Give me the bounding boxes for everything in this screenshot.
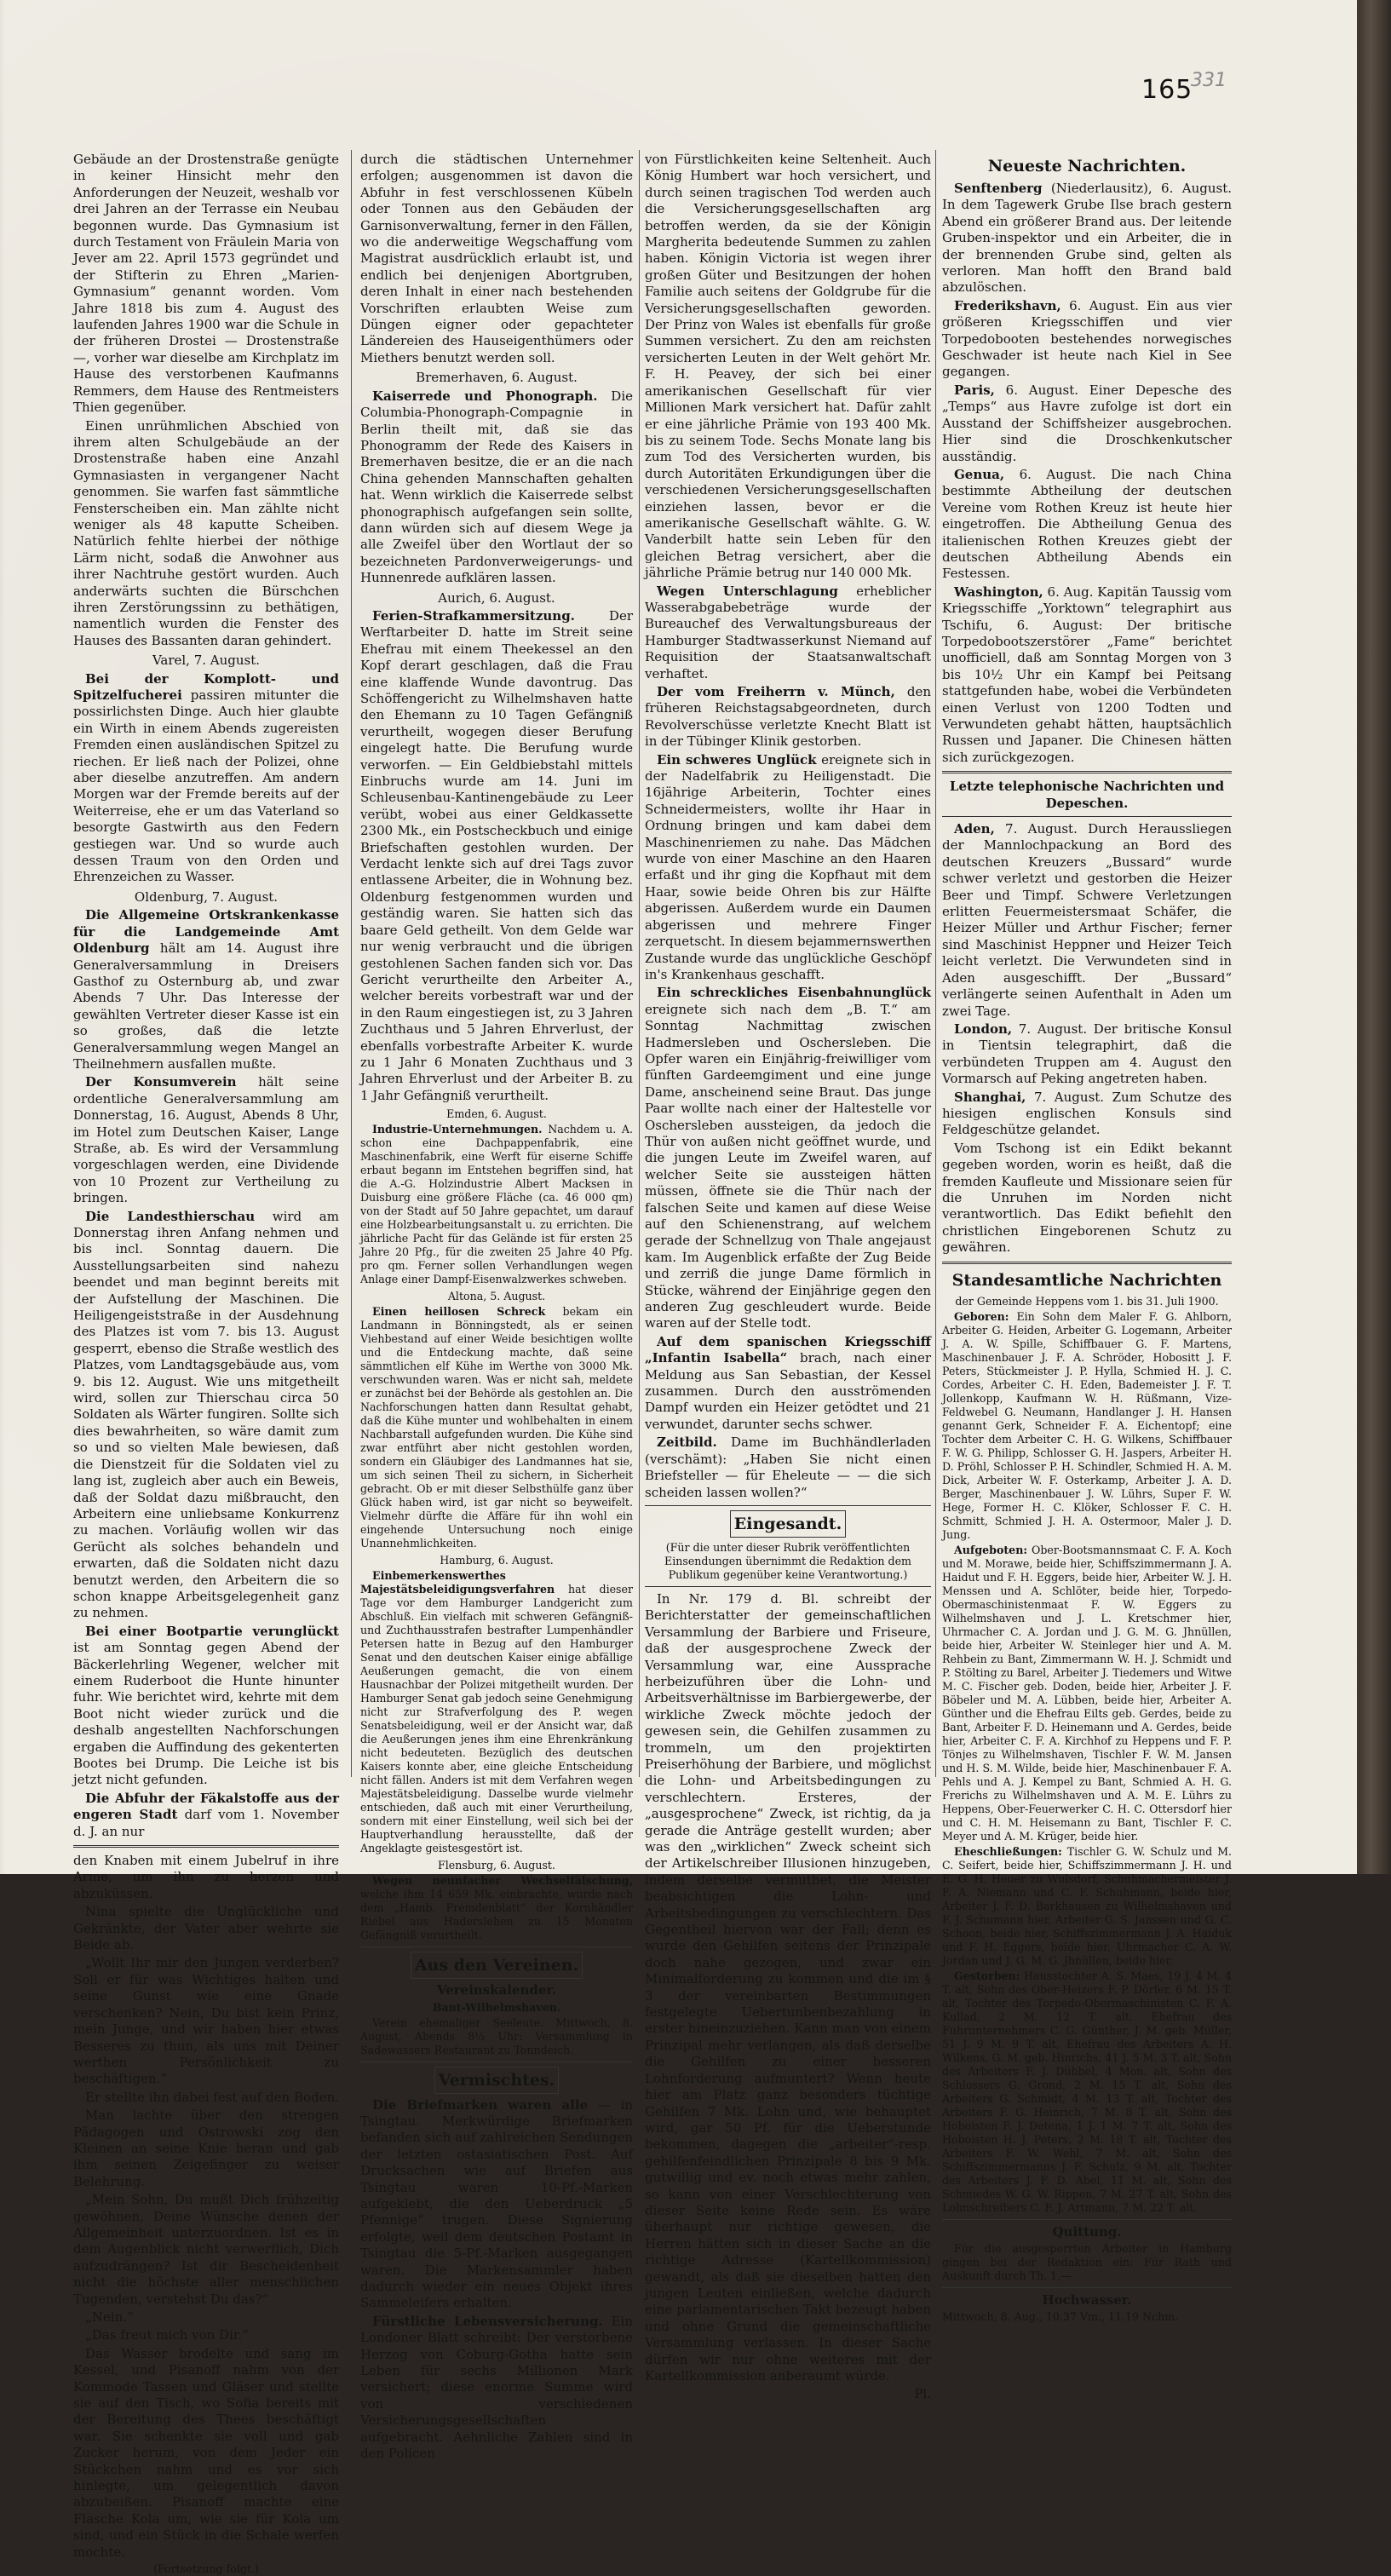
section-heading: Eingesandt. — [733, 1514, 842, 1533]
lead-text: Die Abfuhr der Fäkalstoffe aus der engeren Stadt — [73, 1790, 339, 1823]
section-heading: Vermischtes. — [438, 2070, 555, 2090]
lead-text: Die Allgemeine Ortskrankenkasse für die Landgemeinde Amt Oldenburg — [73, 907, 339, 957]
feuilleton-paragraph: „Mein Sohn, Du mußt Dich frühzeitig gewöhnen, Deine Wünsche denen der Allgemeinheit unterzuordnen. Ist es in dem Augenblick nicht verwerflich, Dich aufzudrängen? Ist dir Bescheidenheit nicht die höchste aller menschlichen Tugenden, verstehst Du das?“ — [73, 2192, 339, 2307]
paragraph — [942, 382, 1232, 465]
section-heading: Quittung. — [1052, 2223, 1122, 2240]
book-binding-edge — [1357, 0, 1391, 1874]
body-text: passiren mitunter die possirlichsten Dinge. Auch hier glaubte ein Wirth in einem Abends zugereisten Fremden einen ausländischen Spitzel zu riechen. Er ließ nach der Polizei, ohne aber dieselbe anzutreffen. Am andern Morgen war der Fremde bereits auf der Weiterreise, ehe er um das Vaterland so besorgte Gastwirth aus den Federn gestiegen war. Und so wurde auch dessen Traum von den Orden und Ehrenzeichen zu Wasser. — [73, 687, 339, 885]
place-heading: Bant-Wilhelmshaven. — [432, 2000, 561, 2014]
paragraph — [942, 584, 1232, 766]
paragraph: Für die ausgesperrten Arbeiter in Hamburg gingen bei der Redaktion ein: Für Rath und Auskunft durch Th. 1,— — [942, 2242, 1232, 2282]
dateline: Altona, 5. August. — [447, 1290, 546, 1303]
registry-label: Aufgeboten: — [954, 1543, 1028, 1556]
dateline: Aurich, 6. August. — [438, 589, 555, 606]
body-text: 6. August. Ein aus vier größeren Kriegsschiffen und vier Torpedobooten bestehendes norwegisches Geschwader ist heute nach Kiel in See gegangen. — [942, 297, 1232, 380]
paragraph: Vom Tschong ist ein Edikt bekannt gegeben worden, worin es heißt, daß die fremden Kaufleute und Missionare seien für die Unruhen im Norden nicht verantwortlich. Das Edikt befiehlt den christlichen Eingeborenen Schutz zu gewähren. — [942, 1140, 1232, 1256]
lead-text: Genua, — [954, 466, 1005, 482]
paragraph — [360, 388, 633, 587]
signature: Pl. — [914, 2386, 931, 2402]
paragraph — [73, 671, 339, 886]
lead-text: Bei der Komplott- und Spitzelfucherei — [73, 670, 339, 703]
lead-text: Einen heillosen Schreck — [372, 1305, 546, 1319]
body-text: darf vom 1. November d. J. an nur — [73, 1807, 340, 1839]
registry-label: Geboren: — [954, 1309, 1009, 1323]
column-1 — [73, 152, 340, 2576]
body-text: brach, nach einer Meldung aus San Sebastian, der Kessel zusammen. Durch den ausströmenden Dampf wurden ein Heizer getödtet und 21 verwundet, darunter sechs schwer. — [645, 1350, 931, 1432]
column-divider — [935, 150, 936, 1777]
editorial-disclaimer: (Für die unter dieser Rubrik veröffentlichten Einsendungen übernimmt die Redaktion dem Publikum gegenüber keine Verantwortung.) — [664, 1540, 911, 1581]
section-heading: Letzte telephonische Nachrichten und Depeschen. — [949, 779, 1225, 811]
body-text: 6. August. Einer Depesche des „Temps“ aus Havre zufolge ist dort ein Ausstand der Schiffsheizer ausgebrochen. Hier sind die Droschkenkutscher ausständig. — [942, 382, 1232, 464]
paragraph: durch die städtischen Unternehmer erfolgen; ausgenommen ist davon die Abfuhr in fest verschlossenen Kübeln oder Tonnen aus den Gebäuden der Garnisonverwaltung, ferner in den Fällen, wo die anderweitige Wegschaffung vom Magistrat ausdrücklich erlaubt ist, und endlich bei denjenigen Abortgruben, deren Inhalt in einer nach bestehenden Vorschriften erlaubten Weise zum Düngen eigner oder gepachteter Ländereien des Hauseigenthümers oder Miethers benutzt werden soll. — [360, 152, 633, 365]
paragraph: Einen unrühmlichen Abschied von ihrem alten Schulgebäude an der Drostenstraße haben eine Anzahl Gymnasiasten in vergangener Nacht genommen. Sie warfen fast sämmtliche Fensterscheiben ein. Man zählte nicht weniger als 48 kaputte Scheiben. Natürlich fehlte hierbei der nöthige Lärm nicht, sodaß die Anwohner aus ihrer Nachtruhe gestört wurden. Auch anderwärts suchten die Bürschchen ihren Zerstörungssinn zu bethätigen, namentlich wurden die Fenster des Hauses des Bassanten daran gehindert. — [73, 417, 339, 648]
lead-text: Der vom Freiherrn v. Münch, — [657, 684, 895, 699]
dateline: Emden, 6. August. — [446, 1107, 547, 1121]
feuilleton-paragraph: „Wollt Ihr mir den Jungen verderben? Soll er für was Wichtiges halten und seine Gunst wie eine Gnade verschenken? Nein, Du bist kein Prinz, mein Junge, und wir haben hier etwas Besseres zu thun, als uns mit Deiner werthen Persönlichkeit zu beschäftigen.“ — [73, 1955, 339, 2087]
lead-text: London, — [954, 1021, 1013, 1037]
paragraph — [942, 1021, 1232, 1088]
registry-paragraph — [942, 1544, 1232, 1843]
registry-text: Ober-Bootsmannsmaat C. F. A. Koch und M. Morawe, beide hier, Schiffszimmermann J. A. Haidut und F. H. Eggers, beide hier, Arbeiter W. J. H. Menssen und A. Schlöter, beide hier, Torpedo-Obermaschinistenmaat F. W. Eggers zu Wilhelmshaven und J. L. Kretschmer hier, Uhrmacher C. A. Jordan und J. G. M. G. Jhnüllen, beide hier, Arbeiter W. Steinleger hier und A. M. Rehbein zu Bant, Zimmermann W. H. J. Schmidt und P. Stölting zu Barel, Arbeiter J. Tiedemers und Witwe M. C. Fischer geb. Doden, beide hier, Arbeiter J. F. Böbeler und M. A. Lübben, beide hier, Arbeiter A. Günther und die Ehefrau Eilts geb. Gerdes, beide zu Bant, Arbeiter F. D. Heinemann und A. Gerdes, beide hier, Arbeiter C. F. A. Kirchhof zu Heppens und F. P. Tönjes zu Wilhelmshaven, Tischler F. W. M. Jansen und H. S. M. Wilde, beide hier, Maschinenbauer F. A. Pehls und A. J. Kempel zu Bant, Schmied A. H. G. Frerichs zu Wilhelmshaven und A. M. E. Lührs zu Heppens, Ober-Feuerwerker C. H. C. Ottersdorf hier und C. H. M. Heisemann zu Bant, Tischler F. C. Meyer und A. M. Krüger, beide hier. — [942, 1543, 1232, 1843]
lead-text: Ein schreckliches Eisenbahnunglück — [657, 985, 931, 1001]
section-divider — [645, 1505, 931, 1506]
page-number: 165 — [1141, 75, 1193, 105]
section-heading-box — [434, 2067, 560, 2094]
lead-text: Kaiserrede und Phonograph. — [372, 388, 598, 404]
tide-times: Mittwoch, 8. Aug., 10.37 Vm., 11.19 Nchm. — [942, 2310, 1179, 2324]
lead-text: Zeitbild. — [657, 1435, 717, 1451]
column-divider — [639, 150, 640, 1777]
sub-heading: Vereinskalender. — [436, 1982, 557, 1998]
pencil-page-number: 331 — [1191, 70, 1227, 91]
lead-text: Washington, — [954, 584, 1043, 600]
body-text: 7. August. Zum Schutze des hiesigen englischen Konsuls sind Feldgeschütze gelandet. — [942, 1089, 1232, 1138]
paragraph — [360, 1874, 633, 1942]
lead-text: Aden, — [954, 821, 995, 837]
paragraph — [360, 2314, 633, 2463]
body-text: bekam ein Landmann in Bönningstedt, als er seinen Viehbestand auf einer Weide besichtigen wollte und die Entdeckung machte, daß seine sämmtlichen elf Kühe im Werthe von 3000 Mk. verschwunden waren. Was er nicht sah, meldete er zunächst bei der Behörde als gestohlen an. Die Nachforschungen hatten dann Resultat gehabt, daß die Kühe munter und wohlbehalten in einem Nachbarstall aufgefunden wurden. Die Kühe sind zwar entführt aber nicht gestohlen worden, sondern ein Gläubiger des Landmannes hat sie, um sich seinen Theil zu sichern, in Sicherheit gebracht. Ob er mit dieser Selbsthülfe ganz über Glück haben wird, ist gar nicht so beyweifelt. Vielmehr dürfte die Affäre für ihn wohl ein eingehende Untersuchung noch einige Unannehmlichkeiten. — [360, 1305, 633, 1550]
feuilleton-paragraph: Das Wasser brodelte und sang im Kessel, und Pisanoff nahm von der Kommode Tassen und Gläser und stellte sie auf den Tisch, wo Sofia bereits mit der Bereitung des Thees beschäftigt war. Sie schenkte sie voll und gab Zucker herum, von dem Jeder ein Stückchen nahm und es vor sich hinlegte, um gelegentlich davon abzubeißen. Pisanoff machte eine Flasche Kola um, wie sie für Kola um sind, und ein Stück in die Schale werfen mochte. — [73, 2345, 339, 2560]
paragraph: In Nr. 179 d. Bl. schreibt der Berichterstatter der gemeinschaftlichen Versammlung der Barbiere und Friseure, daß der ausgesprochene Zweck der Versammlung war, eine Aussprache herbeizuführen über die Lohn- und Arbeitsverhältnisse im Barbiergewerbe, der wirkliche Zweck möchte jedoch der gewesen sein, die Gehilfen zusammen zu trommeln, um den projektirten Preiserhöhung der Barbiere, und möglichst die Lohn- und Arbeitsbedingungen zu verschlechtern. Ersteres, der „ausgesprochene“ Zweck, ist richtig, da ja gerade die Anträge gestellt wurden; aber was den „wirklichen“ Zweck scheint sich der Artikelschreiber Illusionen hinzugeben, indem derselbe vermuthet, die Meister beabsichtigen die Lohn- und Arbeitsbedingungen zu verschlechtern. Das Gegentheil hiervon war der Fall; denn es wurde den Gehilfen seitens der Prinzipale doch nahe gezogen, und zwar ein Minimalforderung zu kommen und die im § 3 der vereinbarten Bestimmungen festgelegte Uebertunbenbezahlung in erster hineinzuziehen. Kann man von einem Prinzipal mehr verlangen, als daß derselbe die Gehilfen zu einer besseren Lohnforderung aufmuntert? Wenn heute hier am Platz ganz besonders tüchtige Gehilfen 7 Mk. Lohn und, wie behauptet wird, gar 50 Pf. für die Ueberstunde bekommen, dagegen die „arbeiter“-resp. gehilfenfeindlichen Prinzipale 8 bis 9 Mk. gutwillig und ev. noch etwas mehr zahlen, so kann von einer Verschlechterung von dieser Seite keine Rede sein. Es wäre überhaupt nur richtige gewesen, die Herren hätten sich in dieser Sache an die richtige Adresse (Kartellkommission) gewandt, als daß sie dieselben hatten den jungen Leuten einließen, welche dadurch eine parlamentarischen Takt bezeugt haben und ohne Grund die gemeinschaftliche Versammlung verlassen. In dieser Sache dürfen wir nur ohne weiteres mit der Kartellkommission anberaumt würde. — [645, 1590, 931, 2383]
paragraph — [360, 2097, 633, 2312]
body-text: 6. Aug. Kapitän Taussig vom Kriegsschiffe „Yorktown“ telegraphirt aus Tschifu, 6. August: Der britische Torpedobootszerstörer „Fame“ berichtet unofficiell, daß am Sonntag Morgen von 3 bis 10½ Uhr ein Kampf bei Peitsang stattgefunden habe, wobei die Verbündeten einen Verlust von 1200 Todten und Verwundeten gehabt hätten, hauptsächlich Russen und Japaner. Die Chinesen hätten sich zurückgezogen. — [942, 584, 1232, 765]
sub-heading: der Gemeinde Heppens vom 1. bis 31. Juli 1900. — [955, 1294, 1219, 1308]
feuilleton-paragraph: „Das freut mich von Dir.“ — [85, 2327, 249, 2343]
registry-paragraph — [942, 1310, 1232, 1542]
section-divider — [942, 1262, 1232, 1264]
calendar-entry: Verein ehemaliger Seeleute. Mittwoch, 8. August, Abends 8½ Uhr: Versammlung in Sadewassers Restaurant zu Tonndeich. — [360, 2015, 633, 2056]
body-text: Nachdem u. A. schon eine Dachpappenfabrik, eine Maschinenfabrik, eine Werft für eiserne Schiffe erbaut begann im Entstehen begriffen sind, hat die A.-G. Holzindustrie Albert Macksen in Duisburg eine größere Fläche (ca. 46 000 qm) von der Stadt auf 50 Jahre gepachtet, um darauf eine Holzbearbeitungsanstalt u. zu errichten. Die jährliche Pacht für das Gelände ist für ersten 25 Jahre 20 Pfg., für die zweiten 25 Jahre 40 Pfg. pro qm. Ferner sollen Verhandlungen wegen Anlage einer Dampf-Eisenwalzwerkes schweben. — [360, 1123, 633, 1286]
body-text: den früheren Reichstagsabgeordneten, durch Revolverschüsse verletzte Knecht Blatt ist in der Tübinger Klinik gestorben. — [645, 684, 931, 750]
lead-text: Industrie-Unternehmungen. — [372, 1123, 543, 1136]
feuilleton-divider — [73, 1845, 339, 1848]
paragraph — [645, 985, 931, 1332]
body-text: erheblicher Wasserabgabebeträge wurde der Bureauchef des Verwaltungsbureaus der Hamburger Stadtwasserkunst Niemand auf Requisition der Staatsanwaltschaft verhaftet. — [645, 583, 931, 681]
feuilleton-paragraph: Er stellte ihn dabei fest auf den Boden. — [85, 2089, 339, 2105]
registry-paragraph — [942, 1969, 1232, 2215]
lead-text: Paris, — [954, 382, 995, 398]
feuilleton-paragraph: Man lachte über den strengen Pädagogen und Ostrowski zog den Kleinen an seine Knie heran und gab ihm seinen Zeigefinger zu weiser Belehrung. — [73, 2107, 339, 2189]
paragraph — [73, 1074, 339, 1206]
lead-text: Frederikshavn, — [954, 297, 1061, 313]
dateline: Hamburg, 6. August. — [440, 1554, 554, 1567]
lead-text: Fürstliche Lebensversicherung. — [372, 2313, 603, 2329]
registry-paragraph — [942, 1845, 1232, 1968]
paragraph — [360, 1305, 633, 1550]
section-heading-box — [411, 1952, 583, 1979]
section-heading-box — [730, 1510, 846, 1538]
lead-text: Shanghai, — [954, 1089, 1026, 1105]
feuilleton-paragraph: Nina spielte die Unglückliche und Gekränkte, der Vater aber wehrte sie Beide ab. — [73, 1904, 339, 1953]
lead-text: Die Landesthierschau — [85, 1208, 256, 1224]
lead-text: Einbemerkenswerthes Majestätsbeleidigungsverfahren — [360, 1569, 555, 1596]
paragraph — [73, 1791, 339, 1840]
lead-text: Bei einer Bootpartie verunglückt — [85, 1623, 339, 1639]
paragraph: von Fürstlichkeiten keine Seltenheit. Auch König Humbert war hoch versichert, und durch seinen tragischen Tod werden auch die Versicherungsgesellschaften arg betroffen werden, da sie der Königin Margherita bedeutende Summen zu zahlen haben. Königin Victoria ist wegen ihrer großen Güter und Besitzungen der hohen Familie auch seitens der Goldgrube für die Versicherungsgesellschaften geworden. Der Prinz von Wales ist ebenfalls für große Summen versichert. Zu den am reichsten versicherten Leuten in der Welt gehört Mr. F. H. Peavey, der sich bei einer amerikanischen Gesellschaft für vier Millionen Mark versichert hat. Dafür zahlt er eine jährliche Prämie von 193 400 Mk. bis zu seinem Tode. Sechs Monate lang bis zum Tod des Versicherten wurden, bis durch Autoritäten Erkundigungen über die verschiedenen Versicherungsgesellschaften einziehen lassen, bevor er die amerikanische Gesellschaft wählte. G. W. Vanderbilt hatte sein Leben für den gleichen Betrag versichert, aber die jährliche Prämie betrug nur 140 000 Mk. — [645, 152, 931, 581]
section-divider — [645, 1586, 931, 1587]
section-divider — [360, 1946, 633, 1947]
body-text: ist am Sonntag gegen Abend der Bäckerlehrling Wegener, welcher mit einem Ruderboot die Hunte hinunter fuhr. Wie berichtet wird, kehrte mit dem Boot nicht wieder zurück und die deshalb angestellten Nachforschungen ergaben die Auffindung des gekenterten Bootes bei Drump. Die Leiche ist bis jetzt nicht gefunden. — [73, 1640, 339, 1788]
dateline: Varel, 7. August. — [152, 653, 261, 669]
body-text: — in Tsingtau. Merkwürdige Briefmarken befanden sich auf zahlreichen Sendungen der letzten ostasiatischen Post. Auf Drucksachen wie auf Briefen aus Tsingtau waren 10-Pf.-Marken aufgeklebt, die den Ueberdruck „5 Pfennige“ trugen. Diese Signierung erfolgte, weil dem deutschen Postamt in Tsingtau die 5-Pf.-Marken ausgegangen waren. Die Markensammler haben dadurch wieder ein neues Objekt ihres Sammeleifers erhalten. — [360, 2096, 634, 2311]
lead-text: Wegen neunfacher Wechselfälschung, — [372, 1874, 633, 1888]
paragraph — [360, 608, 633, 1104]
paragraph — [942, 467, 1232, 583]
dateline: Flensburg, 6. August. — [438, 1859, 555, 1872]
section-heading: Hochwasser. — [1042, 2292, 1132, 2308]
registry-text: Tischler G. W. Schulz und M. C. Seifert, beide hier, Schiffszimmermann J. H. und E. G. H. Heuer zu Wulsdorf, Schuhmachermeister J. F. A. Niemann und C. F. Schuhmann, beide hier, Arbeiter J. F. D. Barkhausen zu Wilhelmshaven und F. J. Schumann hier, Arbeiter G. S. Janssen und G. C. Schoon, beide hier, Schiffszimmermann J. A. Haiduk und F. H. Eggers, beide hier, Uhrmacher C. A. W. Jordan und J. G. M. G. Jhnüllen, beide hier. — [942, 1844, 1232, 1967]
body-text: 7. August. Der britische Konsul in Tientsin telegraphirt, daß die verbündeten Truppen am 4. August den Vormarsch auf Peking angetreten haben. — [942, 1021, 1232, 1087]
section-divider — [360, 2061, 633, 2062]
body-text: hat dieser Tage vor dem Hamburger Landgericht zum Abschluß. Ein vielfach mit schweren Gefängniß- und Zuchthausstrafen bestrafter Lumpenhändler Petersen hatte in Bezug auf den Hamburger Senat und den deutschen Kaiser einige abfällige Aeußerungen gemacht, die von einem Hausnachbar der Polizei mitgetheilt wurden. Der Hamburger Senat gab jedoch seine Genehmigung nicht zur Strafverfolgung des P. wegen Senatsbeleidigung, weil er der Ansicht war, daß die Aeußerungen jenes ihm eine Ehrenkränkung nicht bedeuteten. Bezüglich des deutschen Kaisers konnte aber, eine gleiche Entscheidung nicht fällen. Anders ist mit dem Verfahren wegen Majestätsbeleidigung. Dasselbe wurde vielmehr entschieden, daß auch mit einer Verurtheilung, sondern mit einer Einstellung, weil sich bei der Hauptverhandlung herausstellte, daß der Angeklagte geistesgestört ist. — [360, 1583, 633, 1855]
continuation-note: (Fortsetzung folgt.) — [153, 2562, 259, 2576]
paragraph — [645, 684, 931, 750]
section-heading: Neueste Nachrichten. — [987, 157, 1187, 175]
registry-label: Gestorben: — [954, 1969, 1020, 1982]
body-text: 6. August. Die nach China bestimmte Abtheilung der deutschen Vereine vom Rothen Kreuz ist heute hier eingetroffen. Die Abtheilung Genua des italienischen Rothen Kreuzes giebt der deutschen Abtheilung Abends ein Festessen. — [942, 466, 1232, 582]
paragraph — [73, 907, 339, 1072]
body-text: Die Columbia-Phonograph-Compagnie in Berlin theilt mit, daß sie das Phonogramm der Rede des Kaisers in Bremerhaven besitze, die er an die nach China gehenden Mannschaften gehalten hat. Wenn wirklich die Kaiserrede selbst phonographisch aufgefangen sein sollte, dann würden sich auf diesem Wege ja alle Zweifel über den Wortlaut der so bezeichneten Pardonverweigerungs- und Hunnenrede aufklären lassen. — [360, 388, 633, 586]
section-divider — [942, 771, 1232, 773]
lead-text: Ein schweres Unglück — [657, 751, 817, 768]
paragraph — [360, 1569, 633, 1855]
paragraph — [942, 1090, 1232, 1139]
registry-text: Hausstochter A. S. Maes, 19 J. 4 M. 4 T. alt, Sohn des Ober-Heizers F. P. Dörfer, 6 M. 15 T. alt, Tochter des Torpedo-Obermaschinisten C. F. A. Kullad, 2 M. 12 T. alt, Ehefrau des Fuhrunternehmers C. G. Günther, J. M. geb. Müller, 51 J. 9 M. 9 T. alt, Ehefrau des Arbeiters A. H. Wilkens, G. M. geb. Hinrichs, 41 J. 5 M. 3 T. alt, Sohn des Arbeiters F. J. Dübbel, 4 Mon. alt, Sohn des Schlossers G. Grond, 2 M. 15 T. alt, Sohn des Arbeiters G. Schmidt, 4 M. 13 T. alt, Tochter des Arbeiters F. G. Heinrich, 7 M. 8 T. alt, Sohn des Hoboisten F. J. Detena, 1 J. 1 M. 7 T. alt, Sohn des Hoboisten H. J. Peters, 2 M. 18 T. alt, Tochter des Arbeiters F. W. Wehl, 7 M. alt, Sohn des Schiffszimmermanns J. F. Schulz, 9 M. alt, Tochter des Arbeiters J. F. D. Abel, 11 M. alt, Sohn des Schmiedes W. G. W. Rippen, 7 M. 27 T. alt, Sohn des Lohnschreibers C. F. J. Artmann, 7 M. 22 T. alt. — [942, 1969, 1232, 2214]
section-divider — [942, 2287, 1232, 2288]
body-text: (Niederlausitz), 6. August. In dem Tagewerk Grube Ilse brach gestern Abend ein größerer Brand aus. Der leitende Gruben-inspektor und ein Arbeiter, die in der brennenden Grube sind, gelten als verloren. Man hofft den Brand bald abzulöschen. — [942, 181, 1232, 296]
paragraph — [645, 1334, 931, 1433]
lead-text: Die Briefmarken waren alle — [372, 2096, 589, 2113]
body-text: ereignete sich in der Nadelfabrik zu Heiligenstadt. Die 16jährige Arbeiterin, Tochter eines Schneidermeisters, wollte ihr Haar in Ordnung bringen und kam dabei dem Maschinenriemen zu nahe. Das Mädchen wurde von einer Maschine an den Haaren erfaßt und ihr ging die Kopfhaut mit dem Haar, sowie beide Ohren bis zur Hälfte abgerissen. Außerdem wurde ein Daumen abgerissen und mehrere Finger zerquetscht. In diesem bejammernswerthen Zustande wurde das unglückliche Geschöpf in's Krankenhaus geschafft. — [645, 751, 931, 982]
paragraph — [645, 584, 931, 682]
paragraph — [645, 752, 931, 984]
registry-label: Eheschließungen: — [954, 1844, 1062, 1858]
body-text: hält am 14. August ihre Generalversammlung in Dreisers Gasthof zu Osternburg ab, und zwar Abends 7 Uhr. Das Interesse der gewählten Vertreter dieser Kasse ist ein so großes, daß die letzte Generalversammlung wegen Mangel an Theilnehmern ausfallen mußte. — [73, 940, 339, 1072]
paragraph — [360, 1123, 633, 1286]
body-text: Ein Londoner Blatt schreibt: Der verstorbene Herzog von Coburg-Gotha hatte sein Leben für sechs Millionen Mark versichert; diese enorme Summe wird von verschiedenen Versicherungsgesellschaften aufgebracht. Aehnliche Zahlen sind in den Policen — [360, 2313, 633, 2462]
section-divider — [942, 2219, 1232, 2220]
paragraph — [942, 181, 1232, 296]
paragraph — [942, 821, 1232, 1020]
body-text: welche ihm 14 659 Mk. einbrachte, wurde nach dem „Hamb. Fremdenblatt“ der Kornhändler Riebel aus Haderslehen zu 15 Monaten Gefängniß verurtheilt. — [360, 1888, 633, 1942]
body-text: Der Werftarbeiter D. hatte im Streit seine Ehefrau mit einem Theekessel an den Kopf derart geschlagen, daß die Frau eine klaffende Wunde davontrug. Das Schöffengericht zu Wilhelmshaven hatte den Ehemann zu 10 Tagen Gefängniß verurtheilt, wogegen dieser Berufung eingelegt hatte. Die Berufung wurde verworfen. — Ein Geldbiebstahl mittels Einbruchs wurde am 14. Juni im Schleusenbau-Kantinengebäude zu Leer verübt, wobei aus einer Geldkassette 2300 Mk., ein Postscheckbuch und einige Briefschaften gestohlen wurden. Der Verdacht lenkte sich auf drei Tags zuvor entlassene Arbeiter, die in Wohnung bez. Oldenburg festgenommen wurden und geständig waren. Sie hatten sich das baare Geld getheilt. Von dem Gelde war nur wenig verbraucht und die übrigen gestohlenen Sachen fanden sich vor. Das Gericht verurtheilte den Arbeiter A., welcher bereits vorbestraft war und der in den Raum eingestiegen ist, zu 3 Jahren Zuchthaus und 5 Jahren Ehrverlust, der ebenfalls vorbestrafte Arbeiter K. wurde zu 1 Jahr 6 Monaten Zuchthaus und 3 Jahren Ehrverlust und der Arbeiter B. zu 1 Jahr Gefängniß verurtheilt. — [360, 607, 633, 1103]
feuilleton-paragraph: „Nein.“ — [85, 2309, 134, 2325]
registry-text: Ein Sohn dem Maler F. G. Ahlborn, Arbeiter G. Heiden, Arbeiter G. Logemann, Arbeiter J. A. W. Spille, Schiffbauer G. F. Martens, Maschinenbauer J. F. A. Schröder, Hobositt J. F. Peters, Stückmeister J. P. Hylla, Schmied H. J. C. Cordes, Arbeiter C. H. Eden, Bademeister J. F. T. Jollenkopp, Kaufmann W. H. Rüßmann, Vize-Feldwebel G. Neumann, Handlanger J. H. Hansen genannt Gerk, Schneider F. A. Eichentopf; eine Tochter dem Arbeiter C. H. G. Wilkens, Schiffbauer F. W. G. Philipp, Schlosser G. H. Jaspers, Arbeiter H. D. Pröhl, Schlosser P. H. Schindler, Schmied H. A. M. Dick, Arbeiter W. F. Osterkamp, Arbeiter J. A. D. Berger, Maschinenbauer J. W. Lührs, Super F. W. Hege, Former H. C. Klöker, Schlosser F. C. H. Schmitt, Schmied J. H. A. Ostermoor, Maler J. D. Jung. — [942, 1309, 1232, 1541]
paragraph: Gebäude an der Drostenstraße genügte in keiner Hinsicht mehr den Anforderungen der Neuzeit, weshalb vor drei Jahren an der Terrasse ein Neubau begonnen wurde. Das Gymnasium ist durch Testament von Fräulein Maria von Jever am 22. April 1573 gegründet und der Stifterin zu Ehren „Marien-Gymnasium“ genannt worden. Vom Jahre 1818 bis zum 4. August des laufenden Jahres 1900 war die Schule in der früheren Drostei — Drostenstraße —, vorher war dieselbe am Kirchplatz im Hause des verstorbenen Kaufmanns Remmers, dem Hause des Rentmeisters Thien gegenüber. — [73, 152, 339, 416]
lead-text: Wegen Unterschlagung — [657, 583, 838, 599]
paragraph — [942, 298, 1232, 381]
dateline: Oldenburg, 7. August. — [134, 888, 279, 905]
body-text: 7. August. Durch Heraussliegen der Mannlochpackung an Bord des deutschen Kreuzers „Bussard“ wurde schwer verletzt und gestorben die Heizer Beer und Timpf. Schwere Verletzungen erlitten Feuermeistersmaat Schäfer, die Heizer Müller und Arthur Fischer; ferner sind Maschinist Heppner und Heizer Teich leicht verletzt. Die Verwundeten sind in Aden ausgeschifft. Der „Bussard“ verlängerte seinen Aufenthalt in Aden um zwei Tage. — [942, 821, 1232, 1019]
column-2 — [360, 152, 634, 2462]
lead-text: Der Konsumverein — [85, 1074, 237, 1090]
column-divider — [351, 150, 352, 1777]
body-text: hält seine ordentliche Generalversammlung am Donnerstag, 16. August, Abends 8 Uhr, im Hotel zum Deutschen Kaiser, Lange Straße, ab. Es wird der Versammlung vorgeschlagen werden, eine Dividende von 10 Prozent zur Vertheilung zu bringen. — [73, 1074, 339, 1206]
paragraph — [73, 1209, 339, 1622]
body-text: wird am Donnerstag ihren Anfang nehmen und bis incl. Sonntag dauern. Die Ausstellungsarbeiten sind nahezu beendet und man beginnt bereits mit der Aufstellung der Maschinen. Die Heiligengeiststraße in der Ausdehnung des Platzes ist vom 7. bis 13. August gesperrt, ebenso die Straße westlich des Platzes, vom Landtagsgebäude aus, vom 9. bis 12. August. Wie uns mitgetheilt wird, sollen zur Thierschau circa 50 Soldaten als Wärter fungiren. Sollte sich dies bewahrheiten, so wäre damit zum so und so vielten Male bewiesen, daß die Dienstzeit für die Soldaten viel zu lang ist, zugleich aber auch ein Beweis, daß der Soldat dazu mißbraucht, den Arbeitern eine unliebsame Konkurrenz zu machen. Vorläufig wollen wir das Gerücht als solches behandeln und erwarten, daß die Soldaten nicht dazu benutzt werden, den Arbeitern die so schon knappe Arbeitsgelegenheit ganz zu nehmen. — [73, 1208, 339, 1621]
lead-text: Senftenberg — [954, 181, 1043, 196]
section-divider — [942, 816, 1232, 817]
paragraph — [73, 1624, 339, 1789]
column-3 — [645, 152, 931, 2402]
lead-text: Auf dem spanischen Kriegsschiff „Infantin Isabella“ — [645, 1333, 931, 1366]
section-heading: Standesamtliche Nachrichten — [951, 1270, 1222, 1290]
column-4 — [942, 152, 1232, 2324]
dateline: Bremerhaven, 6. August. — [416, 370, 578, 386]
body-text: Dame im Buchhändlerladen (verschämt): „Haben Sie nicht einen Briefsteller — für Eheleute — — die sich scheiden lassen wollen?“ — [645, 1435, 931, 1500]
lead-text: Ferien-Strafkammersitzung. — [372, 607, 575, 624]
section-heading: Aus den Vereinen. — [414, 1956, 579, 1975]
paragraph — [645, 1435, 931, 1501]
feuilleton-paragraph: den Knaben mit einem Jubelruf in ihre Arme, um ihn zu herzen und abzuküssen. — [73, 1853, 339, 1901]
body-text: ereignete sich nach dem „B. T.“ am Sonntag Nachmittag zwischen Hadmersleben und Oschersleben. Die Opfer waren ein Einjährig-freiwilliger vom fünften Gardeemgiment und eine junge Dame, anscheinend seine Braut. Das junge Paar wollte nach einer der Haltestelle vor Oschersleben aussteigen, da jedoch die Thür von außen nicht geöffnet wurde, und die jungen Leute im Zweifel waren, auf welcher Seite sie aussteigen hätten müssen, öffnete sie die Thür nach der falschen Seite und kamen auf diese Weise auf den Schienenstrang, auf welchem gerade der Schnellzug von Thale angejaust kam. Im Augenblick erfaßte der Zug Beide und zerriß die junge Dame förmlich in Stücke, während der Einjährige gegen den anderen Zug geschleudert wurde. Beide waren auf der Stelle todt. — [645, 1001, 931, 1331]
